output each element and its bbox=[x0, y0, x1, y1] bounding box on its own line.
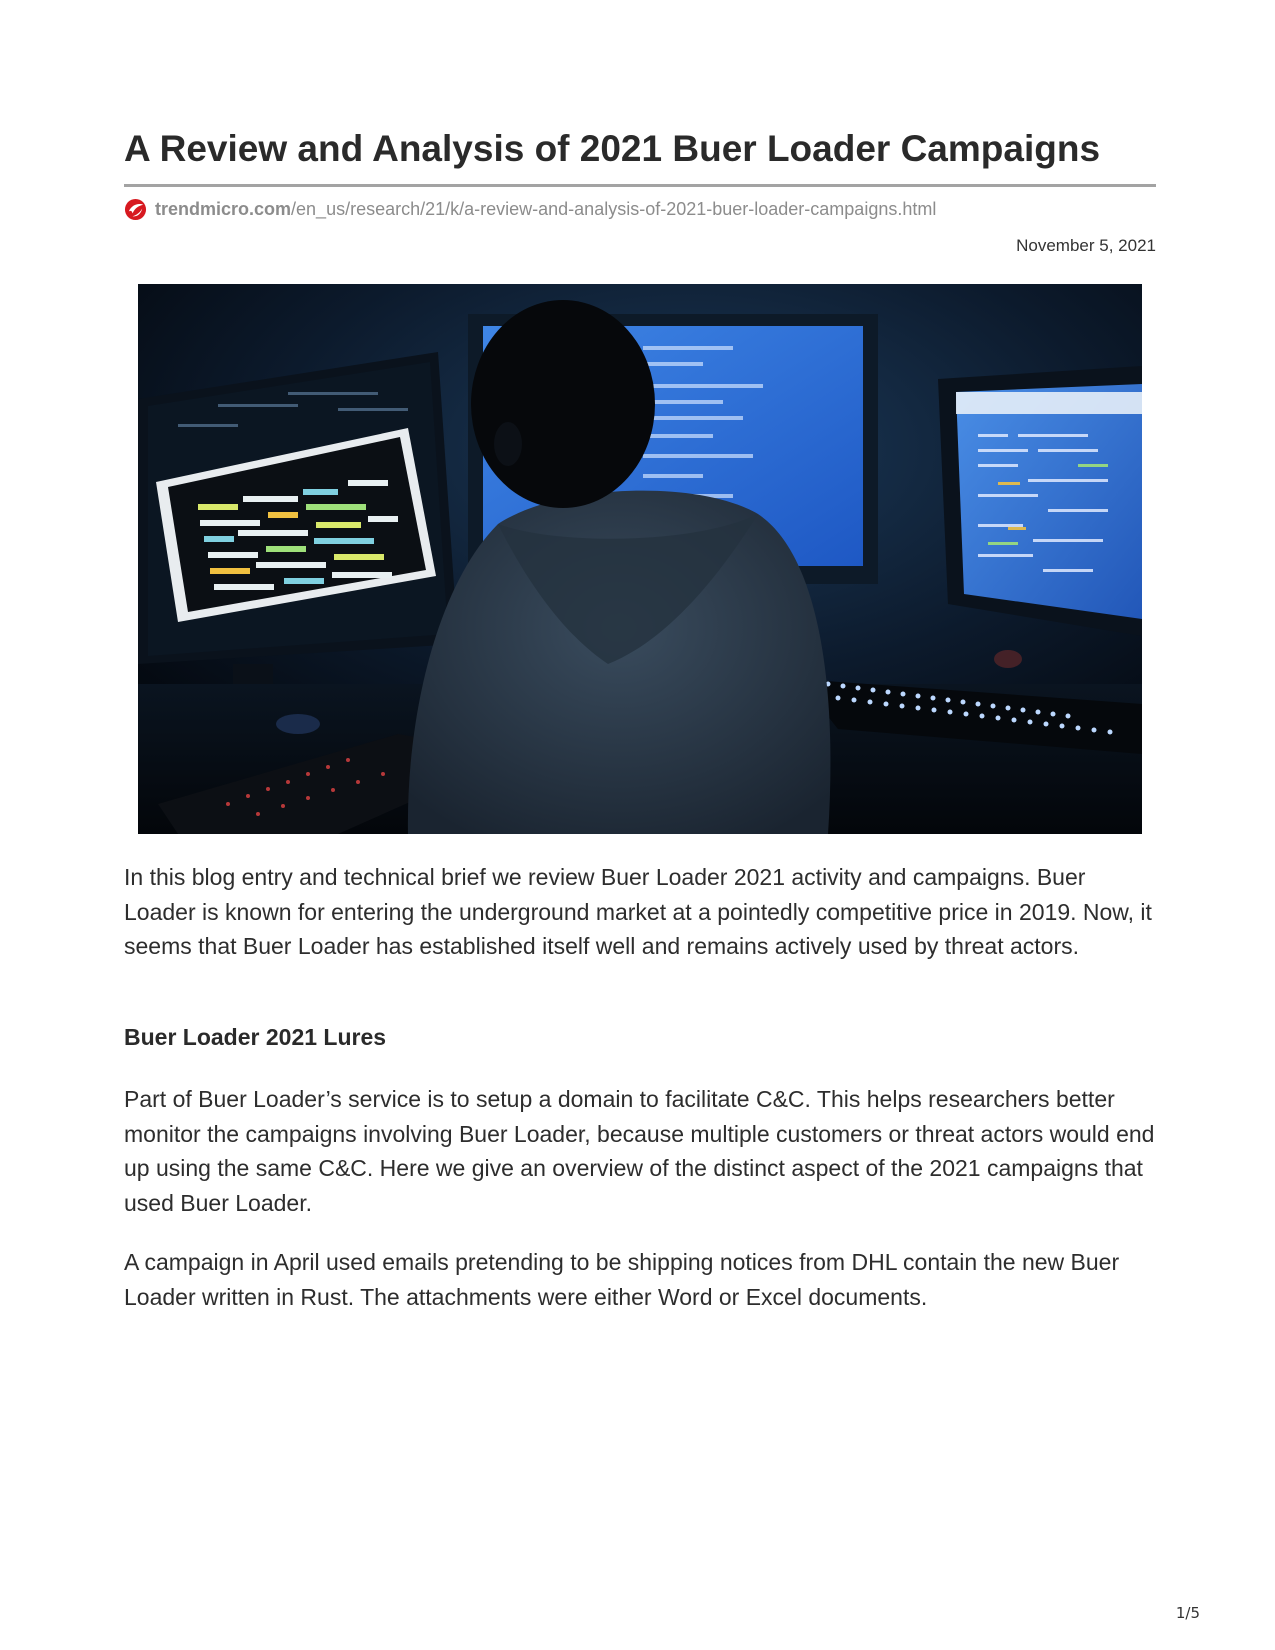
publish-date: November 5, 2021 bbox=[1016, 236, 1156, 255]
trendmicro-logo-icon bbox=[124, 198, 147, 221]
paragraph-cc-overview: Part of Buer Loader’s service is to setup a domain to facilitate C&C. This helps researchers better monitor the campaigns involving Buer Loader, because multiple customers or threat actors would end up using the same C&C. Here we give an overview of the distinct aspect of the 2021 campaigns that used Buer Loader. bbox=[124, 1086, 1155, 1216]
title-divider bbox=[124, 184, 1156, 187]
paragraph-intro: In this blog entry and technical brief we review Buer Loader 2021 activity and campaigns. Buer Loader is known for entering the underground market at a pointedly competitive price in 2019. Now, it seems that Buer Loader has established itself well and remains actively used by threat actors. bbox=[124, 864, 1152, 959]
source-path: /en_us/research/21/k/a-review-and-analysis-of-2021-buer-loader-campaigns.html bbox=[291, 198, 937, 219]
source-domain: trendmicro.com bbox=[155, 198, 292, 219]
hero-image-hacker-at-monitors bbox=[138, 284, 1142, 834]
article-title: A Review and Analysis of 2021 Buer Loader Campaigns bbox=[124, 128, 1101, 169]
page-number: 1/5 bbox=[1175, 1604, 1200, 1622]
source-line bbox=[124, 197, 936, 221]
source-link[interactable] bbox=[155, 199, 936, 220]
paragraph-april-campaign: A campaign in April used emails pretending to be shipping notices from DHL contain the new Buer Loader written in Rust. The attachments were either Word or Excel documents. bbox=[124, 1249, 1120, 1310]
section-heading: Buer Loader 2021 Lures bbox=[124, 1024, 387, 1050]
